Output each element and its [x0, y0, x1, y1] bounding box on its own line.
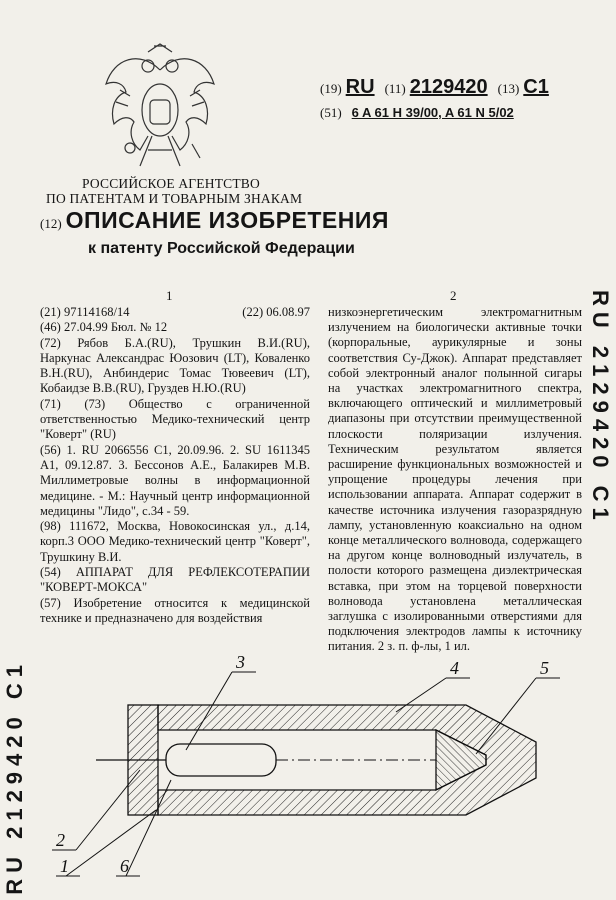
tag-13: (13) [497, 81, 520, 96]
agency-line-2: ПО ПАТЕНТАМ И ТОВАРНЫМ ЗНАКАМ [46, 191, 303, 206]
kind-code: C1 [523, 76, 549, 98]
filing-date: (22) 06.08.97 [242, 305, 310, 319]
biblio-paragraph: (71) (73) Общество с ограниченной ответственностью Медико-технический центр "Коверт" (RU) [40, 396, 310, 442]
side-label-left [2, 590, 28, 895]
agency-name [46, 176, 303, 206]
tag-12: (12) [40, 216, 62, 231]
column-number-right: 2 [450, 288, 457, 303]
device-drawing [36, 650, 576, 890]
tag-51: (51) [320, 105, 342, 120]
figure-label-5: 5 [540, 658, 549, 678]
country-code: RU [345, 76, 375, 98]
bibliographic-column [40, 305, 310, 626]
tag-11: (11) [384, 81, 406, 96]
biblio-paragraph: (98) 111672, Москва, Новокосинская ул., д.14, корп.3 ООО Медико-технический центр "Коверт", Трушкину В.И. [40, 519, 310, 564]
figure-label-4: 4 [450, 658, 459, 678]
agency-line-1: РОССИЙСКОЕ АГЕНТСТВО [82, 176, 260, 191]
coat-of-arms-emblem [100, 40, 220, 180]
publication-number-row [320, 76, 610, 99]
publication-identifiers [320, 76, 610, 121]
biblio-paragraph: (54) АППАРАТ ДЛЯ РЕФЛЕКСОТЕРАПИИ "КОВЕРТ-МОКСА" [40, 565, 310, 595]
application-row [40, 305, 310, 320]
application-number: (21) 97114168/14 [40, 305, 130, 319]
ipc-row [320, 105, 610, 121]
side-label-right-text: RU 2129420 C1 [588, 290, 613, 526]
figure-label-1: 1 [60, 856, 69, 876]
ipc-classification: 6 A 61 H 39/00, A 61 N 5/02 [351, 105, 514, 120]
title-text: ОПИСАНИЕ ИЗОБРЕТЕНИЯ [65, 207, 389, 233]
biblio-paragraph: (56) 1. RU 2066556 C1, 20.09.96. 2. SU 1611345 A1, 09.12.87. 3. Бессонов А.Е., Балакирев М.В. Миллиметровые волны в информационной медицине. - М.: Научный центр информационной медицины "Лидо", с.34 - 59. [40, 442, 310, 518]
patent-number: 2129420 [409, 76, 488, 98]
figure-label-6: 6 [120, 856, 129, 876]
document-subtitle: к патенту Российской Федерации [88, 240, 355, 257]
biblio-paragraph: (57) Изобретение относится к медицинской технике и предназначено для воздействия [40, 595, 310, 625]
lamp [166, 744, 276, 776]
document-title [40, 207, 389, 234]
abstract-column: низкоэнергетическим электромагнитным излучением на биологически активные точки (корпоральные, аурикулярные и зоны соответствия Су-Джок). Аппарат представляет собой электронный аналог полынной сигары на участках электромагнитного спектра, включающего оптический и миллиметровый диапазоны при отсутствии преимущественной плоскости поляризации излучения. Техническим результатом является расширение функциональных возможностей и упрощение процедуры лечения при использовании аппарата. Аппарат содержит в качестве источника излучения газоразрядную лампу, установленную коаксиально на одном конце металлического волновода, содержащего на другом конце волноводный излучатель, в полости которого размещена диэлектрическая вставка, при этом на торцевой поверхности волновода установлена металлическая заглушка с изолированными отверстиями для подключения электродов лампы к источнику питания. 2 з. п. ф-лы, 1 ил. [328, 305, 582, 654]
side-label-left-text: RU 2129420 C1 [2, 659, 27, 895]
biblio-paragraph: (46) 27.04.99 Бюл. № 12 [40, 320, 168, 335]
side-label-right [588, 290, 612, 660]
figure-label-3: 3 [236, 652, 245, 672]
figure-label-2: 2 [56, 830, 65, 850]
biblio-paragraph: (72) Рябов Б.А.(RU), Трушкин В.И.(RU), Наркунас Александрас Юозович (LT), Коваленко В.Н.(RU), Анбиндерис Томас Тювеевич (LT), Кобаидзе В.В.(RU), Груздев Н.Ю.(RU) [40, 335, 310, 396]
leader-line-1 [66, 810, 156, 876]
column-number-left: 1 [166, 288, 173, 303]
tag-19: (19) [320, 81, 342, 96]
